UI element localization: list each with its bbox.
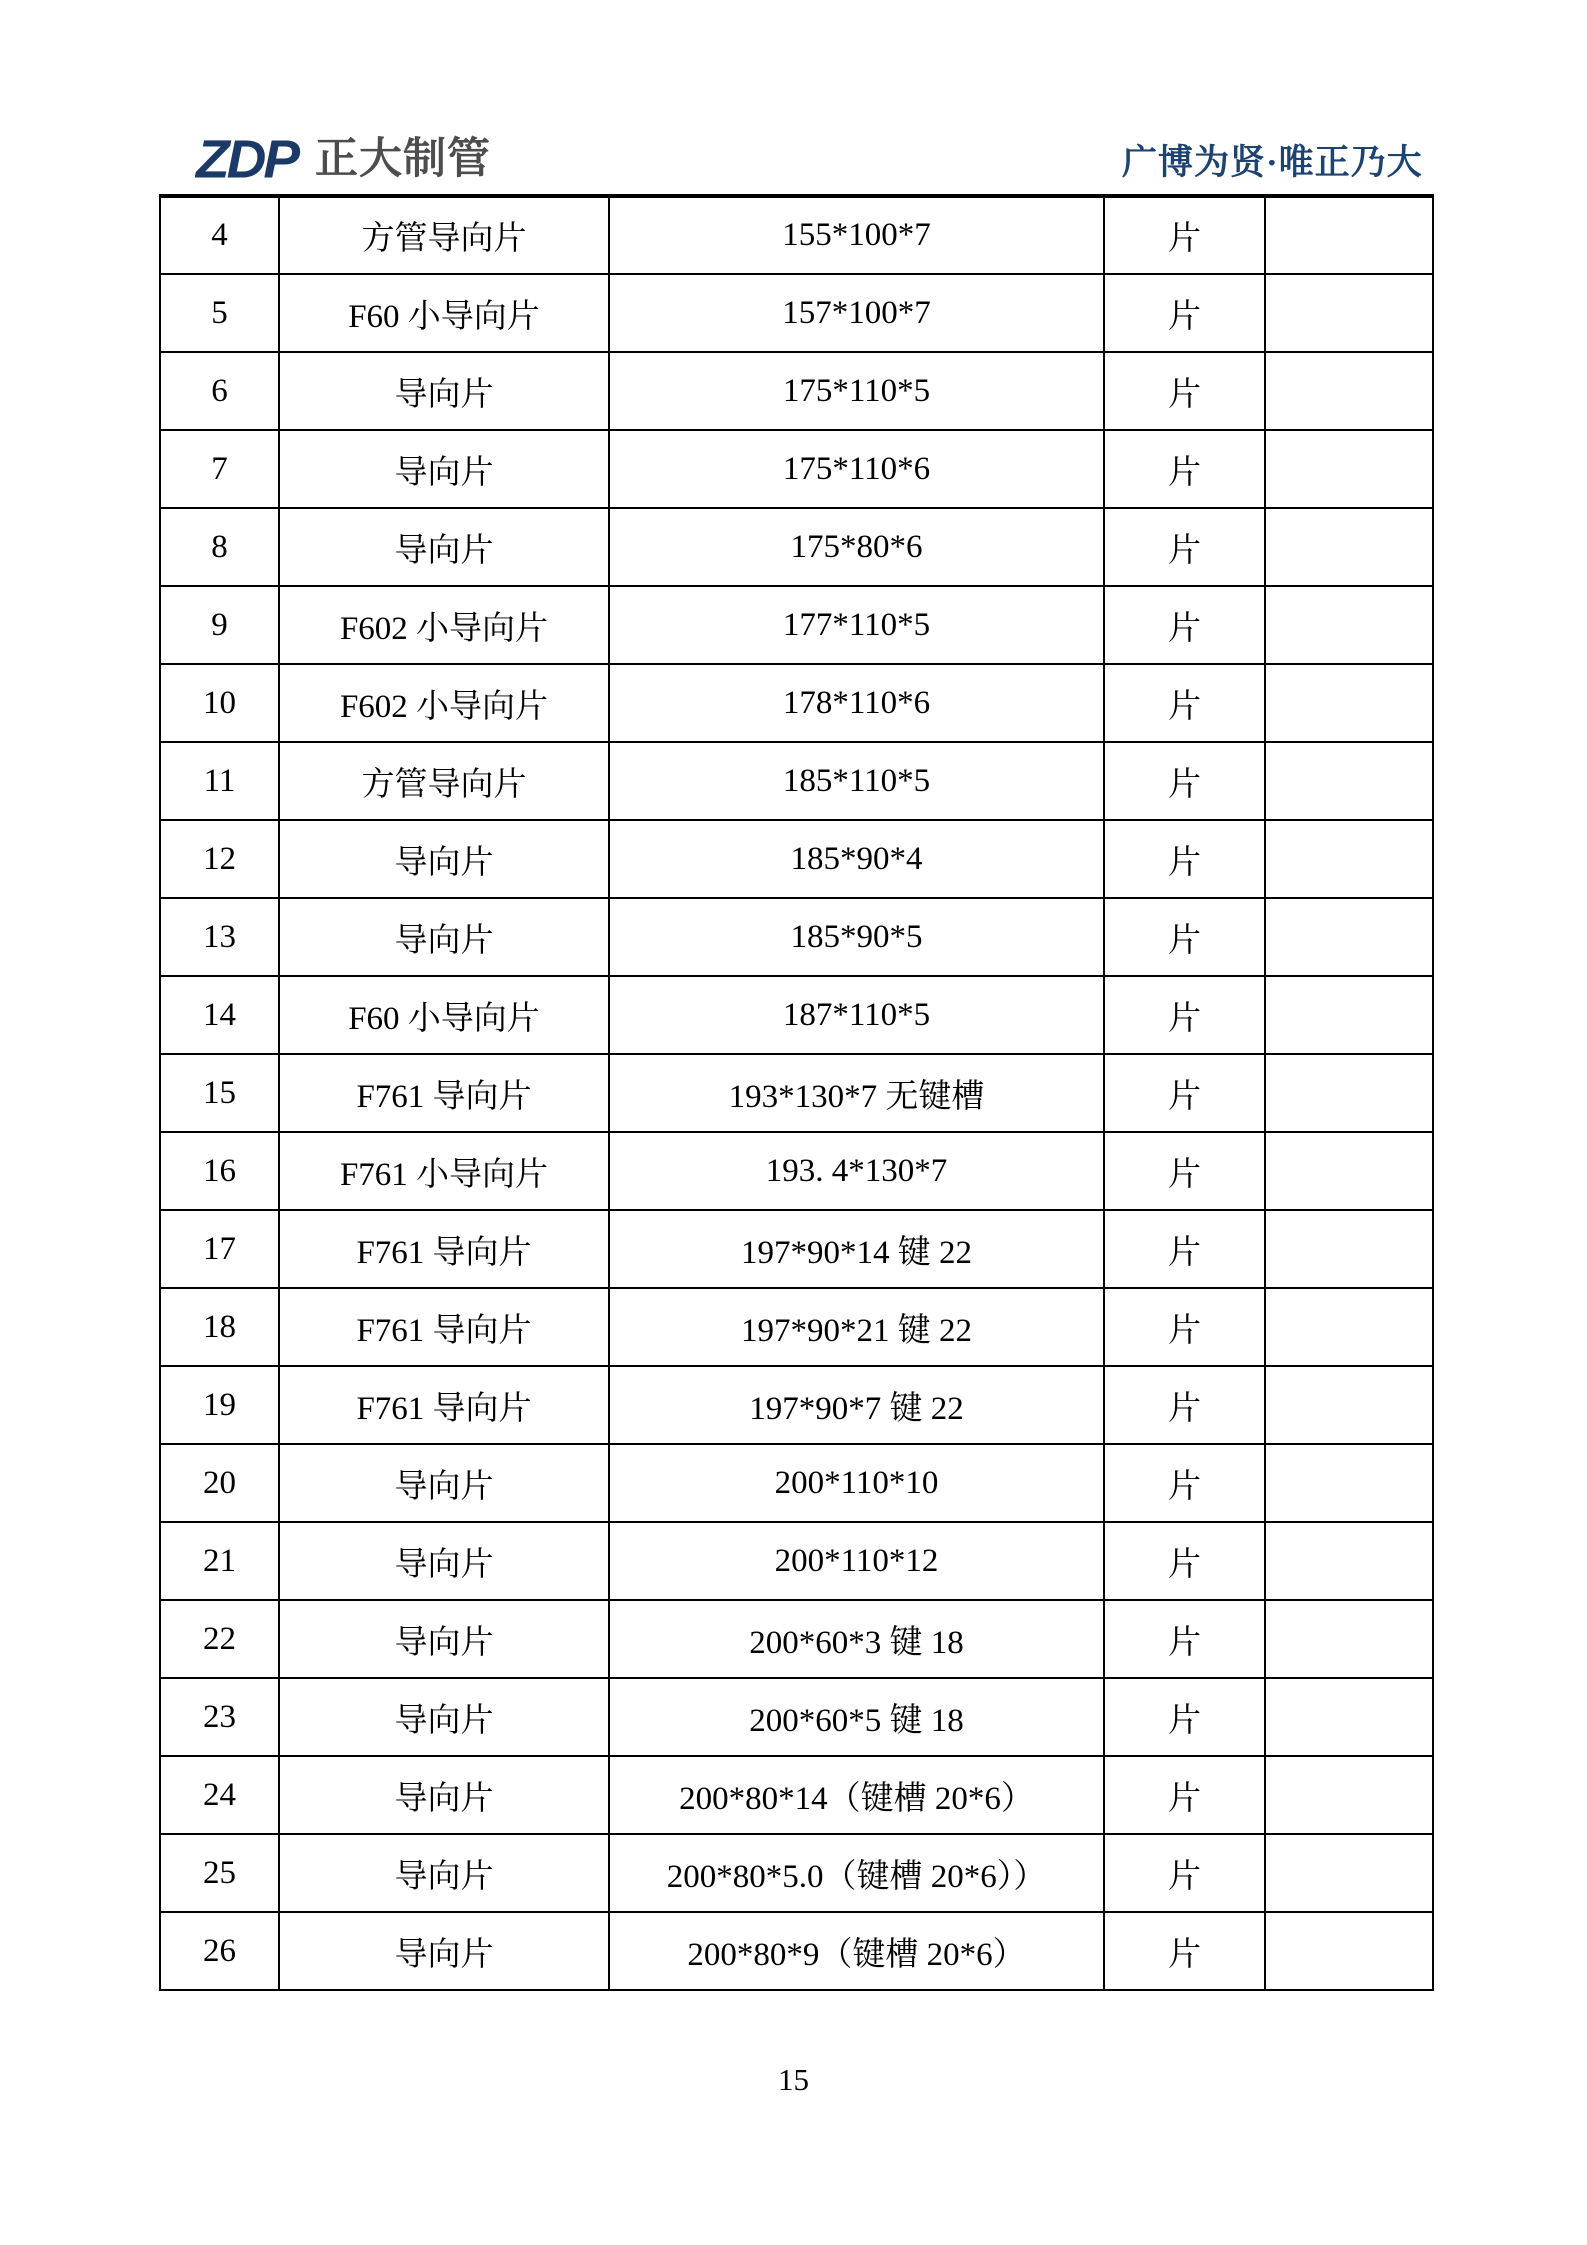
company-name: 正大制管 — [315, 134, 491, 183]
spec-cell: 197*90*14 键 22 — [609, 1210, 1104, 1288]
note-cell — [1265, 898, 1433, 976]
part-name-cell: 导向片 — [279, 820, 609, 898]
part-name-cell: 导向片 — [279, 1756, 609, 1834]
unit-cell: 片 — [1104, 1366, 1265, 1444]
row-number-cell: 9 — [160, 586, 279, 664]
part-name-cell: F761 导向片 — [279, 1210, 609, 1288]
unit-cell: 片 — [1104, 1678, 1265, 1756]
row-number-cell: 17 — [160, 1210, 279, 1288]
spec-cell: 200*80*5.0（键槽 20*6）） — [609, 1834, 1104, 1912]
row-number-cell: 14 — [160, 976, 279, 1054]
note-cell — [1265, 820, 1433, 898]
row-number-cell: 8 — [160, 508, 279, 586]
table-row — [160, 1366, 1433, 1444]
row-number-cell: 10 — [160, 664, 279, 742]
note-cell — [1265, 196, 1433, 274]
note-cell — [1265, 1210, 1433, 1288]
spec-cell: 177*110*5 — [609, 586, 1104, 664]
table-row — [160, 742, 1433, 820]
note-cell — [1265, 664, 1433, 742]
unit-cell: 片 — [1104, 742, 1265, 820]
note-cell — [1265, 1834, 1433, 1912]
spec-cell: 155*100*7 — [609, 196, 1104, 274]
table-row — [160, 352, 1433, 430]
row-number-cell: 24 — [160, 1756, 279, 1834]
part-name-cell: 导向片 — [279, 1522, 609, 1600]
part-name-cell: 导向片 — [279, 1912, 609, 1990]
parts-table-body — [160, 196, 1433, 1990]
part-name-cell: F60 小导向片 — [279, 976, 609, 1054]
note-cell — [1265, 1678, 1433, 1756]
spec-cell: 200*110*12 — [609, 1522, 1104, 1600]
zdp-logo-mark: ZDP — [196, 128, 297, 189]
row-number-cell: 11 — [160, 742, 279, 820]
note-cell — [1265, 1912, 1433, 1990]
note-cell — [1265, 1600, 1433, 1678]
unit-cell: 片 — [1104, 1054, 1265, 1132]
part-name-cell: F761 小导向片 — [279, 1132, 609, 1210]
note-cell — [1265, 430, 1433, 508]
row-number-cell: 22 — [160, 1600, 279, 1678]
part-name-cell: F761 导向片 — [279, 1288, 609, 1366]
spec-cell: 175*110*6 — [609, 430, 1104, 508]
table-row — [160, 196, 1433, 274]
table-row — [160, 508, 1433, 586]
table-row — [160, 1600, 1433, 1678]
company-slogan: 广博为贤·唯正乃大 — [1122, 143, 1423, 182]
note-cell — [1265, 1522, 1433, 1600]
unit-cell: 片 — [1104, 976, 1265, 1054]
note-cell — [1265, 508, 1433, 586]
unit-cell: 片 — [1104, 508, 1265, 586]
table-row — [160, 1756, 1433, 1834]
part-name-cell: 导向片 — [279, 1834, 609, 1912]
unit-cell: 片 — [1104, 820, 1265, 898]
table-row — [160, 976, 1433, 1054]
spec-cell: 200*60*3 键 18 — [609, 1600, 1104, 1678]
row-number-cell: 13 — [160, 898, 279, 976]
table-row — [160, 1444, 1433, 1522]
part-name-cell: 方管导向片 — [279, 196, 609, 274]
part-name-cell: 导向片 — [279, 508, 609, 586]
spec-cell: 200*60*5 键 18 — [609, 1678, 1104, 1756]
unit-cell: 片 — [1104, 1600, 1265, 1678]
row-number-cell: 6 — [160, 352, 279, 430]
row-number-cell: 12 — [160, 820, 279, 898]
part-name-cell: 导向片 — [279, 1600, 609, 1678]
table-row — [160, 274, 1433, 352]
part-name-cell: F602 小导向片 — [279, 664, 609, 742]
row-number-cell: 4 — [160, 196, 279, 274]
table-row — [160, 586, 1433, 664]
unit-cell: 片 — [1104, 1444, 1265, 1522]
unit-cell: 片 — [1104, 1288, 1265, 1366]
spec-cell: 175*110*5 — [609, 352, 1104, 430]
note-cell — [1265, 976, 1433, 1054]
unit-cell: 片 — [1104, 1834, 1265, 1912]
spec-cell: 185*90*5 — [609, 898, 1104, 976]
note-cell — [1265, 1288, 1433, 1366]
unit-cell: 片 — [1104, 274, 1265, 352]
spec-cell: 157*100*7 — [609, 274, 1104, 352]
spec-cell: 200*80*9（键槽 20*6） — [609, 1912, 1104, 1990]
spec-cell: 200*80*14（键槽 20*6） — [609, 1756, 1104, 1834]
row-number-cell: 20 — [160, 1444, 279, 1522]
spec-cell: 197*90*7 键 22 — [609, 1366, 1104, 1444]
unit-cell: 片 — [1104, 352, 1265, 430]
unit-cell: 片 — [1104, 196, 1265, 274]
table-row — [160, 820, 1433, 898]
table-row — [160, 1912, 1433, 1990]
table-row — [160, 1678, 1433, 1756]
spec-cell: 185*110*5 — [609, 742, 1104, 820]
part-name-cell: 导向片 — [279, 352, 609, 430]
part-name-cell: 导向片 — [279, 898, 609, 976]
table-row — [160, 1522, 1433, 1600]
unit-cell: 片 — [1104, 1522, 1265, 1600]
row-number-cell: 16 — [160, 1132, 279, 1210]
table-row — [160, 898, 1433, 976]
row-number-cell: 26 — [160, 1912, 279, 1990]
table-row — [160, 1210, 1433, 1288]
spec-cell: 187*110*5 — [609, 976, 1104, 1054]
note-cell — [1265, 1366, 1433, 1444]
part-name-cell: 导向片 — [279, 430, 609, 508]
spec-cell: 193*130*7 无键槽 — [609, 1054, 1104, 1132]
note-cell — [1265, 1132, 1433, 1210]
table-row — [160, 664, 1433, 742]
row-number-cell: 23 — [160, 1678, 279, 1756]
note-cell — [1265, 352, 1433, 430]
note-cell — [1265, 1756, 1433, 1834]
unit-cell: 片 — [1104, 664, 1265, 742]
unit-cell: 片 — [1104, 898, 1265, 976]
row-number-cell: 18 — [160, 1288, 279, 1366]
note-cell — [1265, 742, 1433, 820]
row-number-cell: 15 — [160, 1054, 279, 1132]
part-name-cell: F761 导向片 — [279, 1054, 609, 1132]
table-row — [160, 1288, 1433, 1366]
note-cell — [1265, 1054, 1433, 1132]
spec-cell: 193. 4*130*7 — [609, 1132, 1104, 1210]
part-name-cell: 方管导向片 — [279, 742, 609, 820]
table-row — [160, 1054, 1433, 1132]
spec-cell: 178*110*6 — [609, 664, 1104, 742]
row-number-cell: 21 — [160, 1522, 279, 1600]
unit-cell: 片 — [1104, 586, 1265, 664]
unit-cell: 片 — [1104, 1132, 1265, 1210]
row-number-cell: 25 — [160, 1834, 279, 1912]
part-name-cell: F60 小导向片 — [279, 274, 609, 352]
unit-cell: 片 — [1104, 1210, 1265, 1288]
part-name-cell: 导向片 — [279, 1444, 609, 1522]
note-cell — [1265, 274, 1433, 352]
spec-cell: 197*90*21 键 22 — [609, 1288, 1104, 1366]
table-row — [160, 430, 1433, 508]
table-row — [160, 1132, 1433, 1210]
part-name-cell: F761 导向片 — [279, 1366, 609, 1444]
table-row — [160, 1834, 1433, 1912]
row-number-cell: 19 — [160, 1366, 279, 1444]
unit-cell: 片 — [1104, 1756, 1265, 1834]
parts-table — [159, 194, 1434, 1991]
row-number-cell: 7 — [160, 430, 279, 508]
note-cell — [1265, 1444, 1433, 1522]
note-cell — [1265, 586, 1433, 664]
unit-cell: 片 — [1104, 1912, 1265, 1990]
page-number: 15 — [778, 2062, 809, 2097]
spec-cell: 175*80*6 — [609, 508, 1104, 586]
part-name-cell: 导向片 — [279, 1678, 609, 1756]
company-logo — [196, 128, 491, 189]
row-number-cell: 5 — [160, 274, 279, 352]
part-name-cell: F602 小导向片 — [279, 586, 609, 664]
unit-cell: 片 — [1104, 430, 1265, 508]
spec-cell: 200*110*10 — [609, 1444, 1104, 1522]
spec-cell: 185*90*4 — [609, 820, 1104, 898]
